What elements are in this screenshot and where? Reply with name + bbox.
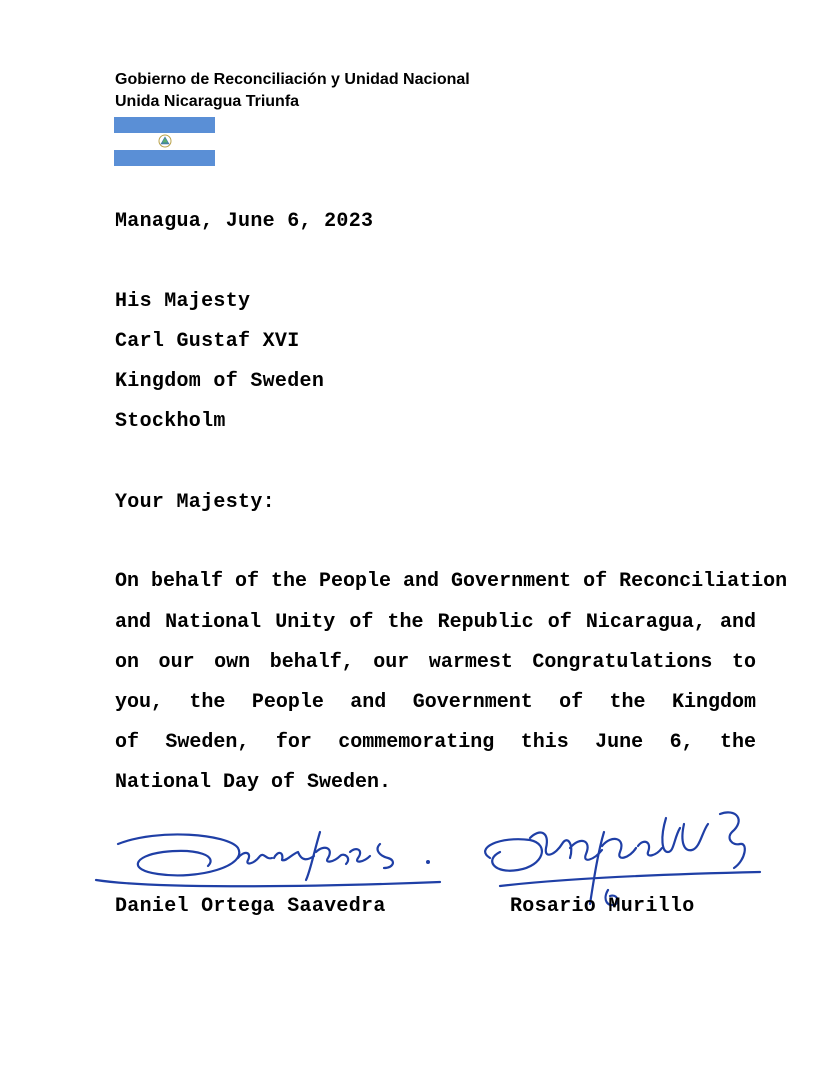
body-line: you, the People and Government of the Kingdom (115, 691, 756, 714)
signer-name: Daniel Ortega Saavedra (115, 895, 386, 918)
handwritten-signature-icon (88, 822, 448, 894)
flag-top-band (114, 117, 215, 133)
letter-date: Managua, June 6, 2023 (115, 210, 374, 233)
letterhead-title: Gobierno de Reconciliación y Unidad Nacional (115, 71, 470, 88)
addressee-line: Carl Gustaf XVI (115, 330, 300, 353)
letterhead-motto: Unida Nicaragua Triunfa (115, 93, 300, 110)
flag-bottom-band (114, 150, 215, 166)
body-line: National Day of Sweden. (115, 771, 392, 794)
addressee-line: Stockholm (115, 410, 226, 433)
addressee-line: Kingdom of Sweden (115, 370, 325, 393)
body-line: of Sweden, for commemorating this June 6, the (115, 731, 756, 754)
salutation: Your Majesty: (115, 491, 275, 514)
body-line: on our own behalf, our warmest Congratulations to (115, 651, 756, 674)
signer-name: Rosario Murillo (510, 895, 695, 918)
addressee-line: His Majesty (115, 290, 251, 313)
body-line: and National Unity of the Republic of Nicaragua, and (115, 611, 756, 634)
nicaragua-flag-icon (114, 117, 215, 166)
body-line: On behalf of the People and Government of Reconciliation (115, 570, 788, 593)
coat-of-arms-icon (158, 134, 172, 148)
